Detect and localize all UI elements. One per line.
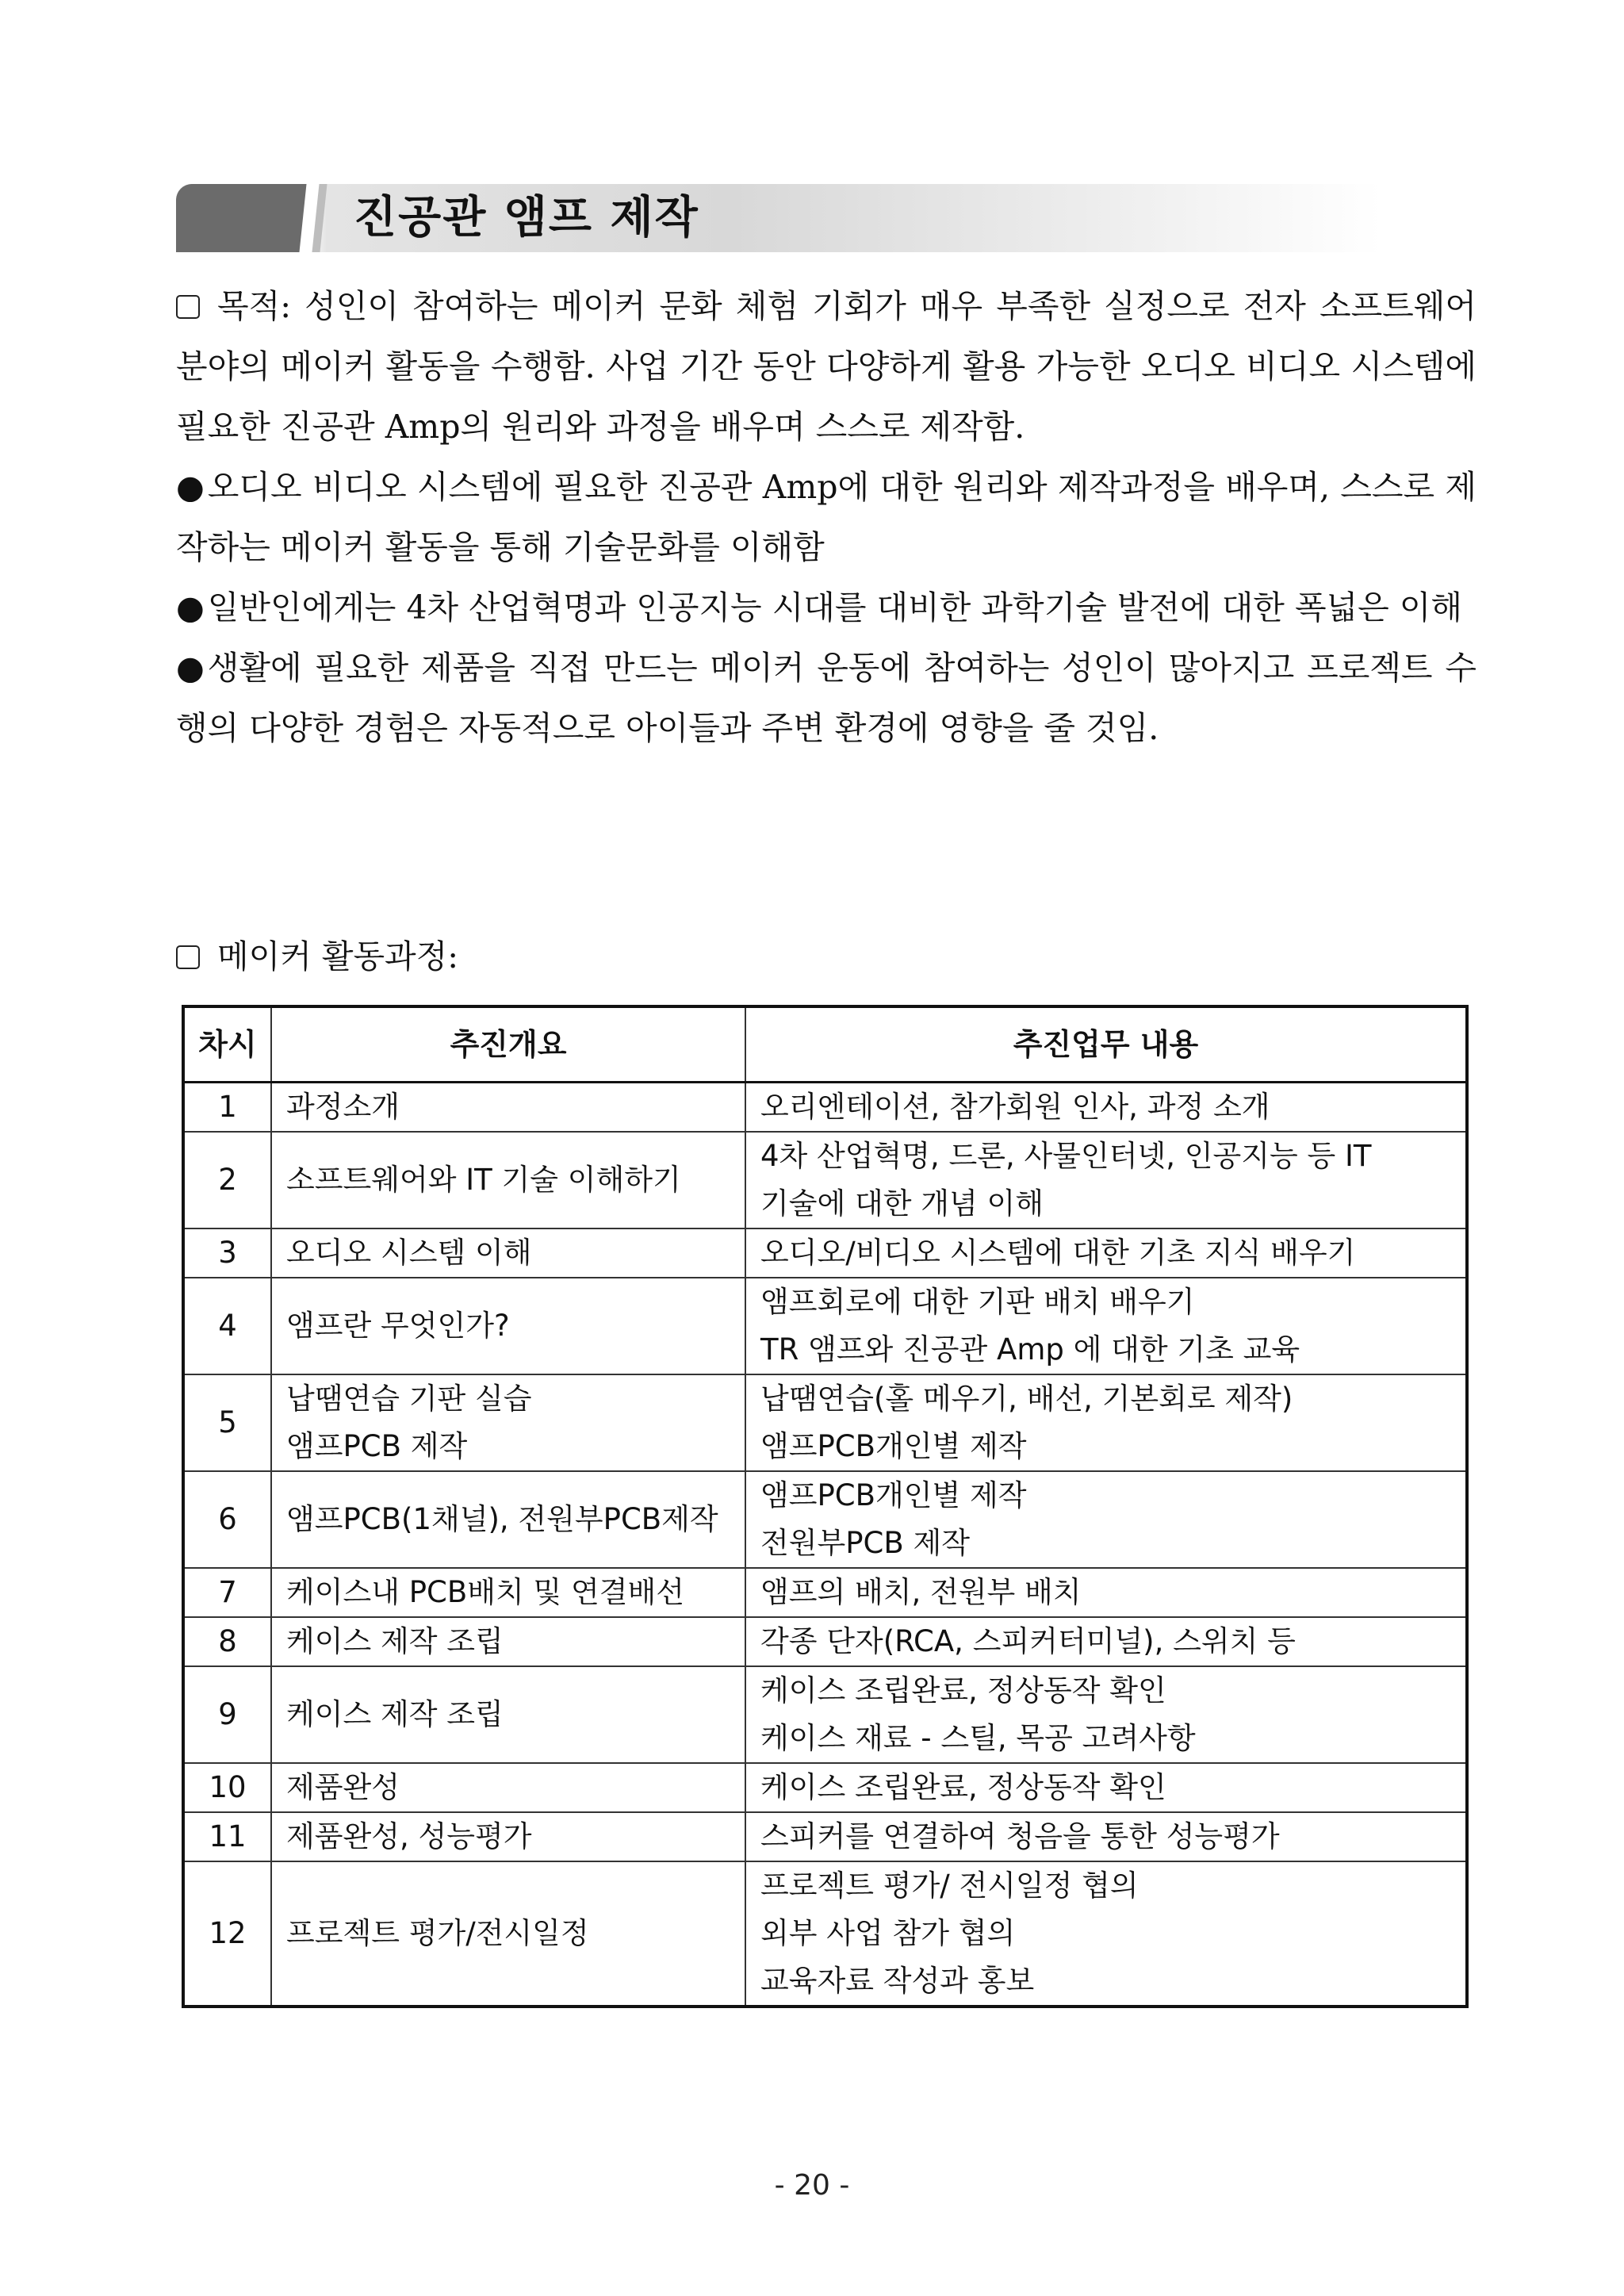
paragraph bbox=[176, 577, 1477, 638]
overview-line: 앰프PCB(1채널), 전원부PCB제작 bbox=[286, 1502, 718, 1536]
process-heading bbox=[176, 926, 458, 987]
process-heading-text: 메이커 활동과정: bbox=[217, 937, 459, 976]
overview-line: 과정소개 bbox=[286, 1090, 400, 1124]
session-number: 9 bbox=[183, 1666, 271, 1763]
paragraph-text: 일반인에게는 4차 산업혁명과 인공지능 시대를 대비한 과학기술 발전에 대한 폭넓은 이해 bbox=[207, 588, 1463, 627]
overview-line: 오디오 시스템 이해 bbox=[286, 1236, 532, 1270]
overview-line: 소프트웨어와 IT 기술 이해하기 bbox=[286, 1163, 681, 1197]
table-row bbox=[183, 1861, 1467, 2007]
table-row bbox=[183, 1374, 1467, 1471]
bullet-icon: ● bbox=[176, 588, 205, 627]
table-row bbox=[183, 1132, 1467, 1228]
tasks-cell bbox=[745, 1568, 1467, 1617]
task-line: 4차 산업혁명, 드론, 사물인터넷, 인공지능 등 IT bbox=[760, 1139, 1372, 1173]
tasks-cell bbox=[745, 1374, 1467, 1471]
overview-cell bbox=[271, 1132, 745, 1228]
overview-cell bbox=[271, 1471, 745, 1568]
checkbox-icon bbox=[176, 945, 200, 969]
session-number: 3 bbox=[183, 1228, 271, 1278]
overview-cell bbox=[271, 1763, 745, 1812]
task-line: 스피커를 연결하여 청음을 통한 성능평가 bbox=[760, 1819, 1280, 1853]
overview-line: 케이스 제작 조립 bbox=[286, 1697, 504, 1731]
table-row bbox=[183, 1083, 1467, 1133]
table-row bbox=[183, 1471, 1467, 1568]
tasks-cell bbox=[745, 1083, 1467, 1133]
task-line: 오디오/비디오 시스템에 대한 기초 지식 배우기 bbox=[760, 1236, 1356, 1270]
table-header-row bbox=[183, 1006, 1467, 1083]
task-line: 케이스 재료 - 스틸, 목공 고려사항 bbox=[760, 1721, 1196, 1755]
session-number: 11 bbox=[183, 1812, 271, 1861]
paragraph bbox=[176, 276, 1477, 457]
task-line: 교육자료 작성과 홍보 bbox=[760, 1964, 1035, 1998]
tasks-cell bbox=[745, 1763, 1467, 1812]
overview-line: 케이스내 PCB배치 및 연결배선 bbox=[286, 1575, 684, 1609]
task-line: 케이스 조립완료, 정상동작 확인 bbox=[760, 1770, 1166, 1804]
table-row bbox=[183, 1666, 1467, 1763]
session-number: 1 bbox=[183, 1083, 271, 1133]
overview-cell bbox=[271, 1374, 745, 1471]
page-number: - 20 - bbox=[774, 2169, 850, 2202]
task-line: 앰프PCB개인별 제작 bbox=[760, 1478, 1027, 1512]
tasks-cell bbox=[745, 1617, 1467, 1666]
bullet-icon: ● bbox=[176, 468, 205, 506]
paragraph bbox=[176, 457, 1477, 577]
overview-line: 제품완성, 성능평가 bbox=[286, 1819, 532, 1853]
task-line: TR 앰프와 진공관 Amp 에 대한 기초 교육 bbox=[760, 1332, 1300, 1366]
overview-cell bbox=[271, 1568, 745, 1617]
paragraph bbox=[176, 638, 1477, 758]
table-row bbox=[183, 1763, 1467, 1812]
session-number: 8 bbox=[183, 1617, 271, 1666]
task-line: 전원부PCB 제작 bbox=[760, 1526, 971, 1560]
overview-cell bbox=[271, 1861, 745, 2007]
tasks-cell bbox=[745, 1228, 1467, 1278]
overview-cell bbox=[271, 1617, 745, 1666]
overview-line: 제품완성 bbox=[286, 1770, 400, 1804]
overview-cell bbox=[271, 1083, 745, 1133]
paragraph-text: 오디오 비디오 시스템에 필요한 진공관 Amp에 대한 원리와 제작과정을 배우며, 스스로 제작하는 메이커 활동을 통해 기술문화를 이해함 bbox=[176, 468, 1477, 566]
task-line: 납땜연습(홀 메우기, 배선, 기본회로 제작) bbox=[760, 1382, 1293, 1416]
session-number: 5 bbox=[183, 1374, 271, 1471]
section-title: 진공관 앰프 제작 bbox=[354, 192, 699, 243]
process-table bbox=[182, 1005, 1469, 2008]
task-line: 각종 단자(RCA, 스피커터미널), 스위치 등 bbox=[760, 1624, 1296, 1658]
paragraph-text: 목적: 성인이 참여하는 메이커 문화 체험 기회가 매우 부족한 실정으로 전자 소프트웨어 분야의 메이커 활동을 수행함. 사업 기간 동안 다양하게 활용 가능한 오디오 비디오 시스템에 필요한 진공관 Amp의 원리와 과정을 배우며 스스로 제작함. bbox=[176, 287, 1477, 446]
task-line: 앰프의 배치, 전원부 배치 bbox=[760, 1575, 1082, 1609]
task-line: 오리엔테이션, 참가회원 인사, 과정 소개 bbox=[760, 1090, 1270, 1124]
tasks-cell bbox=[745, 1666, 1467, 1763]
overview-line: 납땜연습 기판 실습 bbox=[286, 1382, 532, 1416]
table-row bbox=[183, 1228, 1467, 1278]
paragraph-text: 생활에 필요한 제품을 직접 만드는 메이커 운동에 참여하는 성인이 많아지고 프로젝트 수행의 다양한 경험은 자동적으로 아이들과 주변 환경에 영향을 줄 것임. bbox=[176, 649, 1477, 747]
overview-line: 앰프PCB 제작 bbox=[286, 1429, 468, 1463]
table-row bbox=[183, 1812, 1467, 1861]
overview-line: 케이스 제작 조립 bbox=[286, 1624, 504, 1658]
overview-line: 프로젝트 평가/전시일정 bbox=[286, 1916, 589, 1950]
overview-line: 앰프란 무엇인가? bbox=[286, 1309, 510, 1343]
overview-cell bbox=[271, 1812, 745, 1861]
session-number: 6 bbox=[183, 1471, 271, 1568]
task-line: 외부 사업 참가 협의 bbox=[760, 1916, 1016, 1950]
table-row bbox=[183, 1617, 1467, 1666]
body-text bbox=[176, 276, 1477, 758]
task-line: 기술에 대한 개념 이해 bbox=[760, 1186, 1044, 1221]
header-tasks: 추진업무 내용 bbox=[745, 1006, 1467, 1083]
tasks-cell bbox=[745, 1278, 1467, 1374]
tasks-cell bbox=[745, 1861, 1467, 2007]
task-line: 앰프회로에 대한 기판 배치 배우기 bbox=[760, 1285, 1195, 1319]
session-number: 10 bbox=[183, 1763, 271, 1812]
session-number: 4 bbox=[183, 1278, 271, 1374]
table-body bbox=[183, 1083, 1467, 2007]
tasks-cell bbox=[745, 1812, 1467, 1861]
tasks-cell bbox=[745, 1471, 1467, 1568]
title-tab bbox=[176, 184, 309, 252]
table-row bbox=[183, 1568, 1467, 1617]
header-session: 차시 bbox=[183, 1006, 271, 1083]
header-overview: 추진개요 bbox=[271, 1006, 745, 1083]
task-line: 앰프PCB개인별 제작 bbox=[760, 1429, 1027, 1463]
task-line: 프로젝트 평가/ 전시일정 협의 bbox=[760, 1869, 1139, 1903]
task-line: 케이스 조립완료, 정상동작 확인 bbox=[760, 1673, 1166, 1708]
table-row bbox=[183, 1278, 1467, 1374]
overview-cell bbox=[271, 1666, 745, 1763]
session-number: 2 bbox=[183, 1132, 271, 1228]
checkbox-icon bbox=[176, 295, 200, 319]
bullet-icon: ● bbox=[176, 649, 205, 687]
overview-cell bbox=[271, 1278, 745, 1374]
session-number: 7 bbox=[183, 1568, 271, 1617]
overview-cell bbox=[271, 1228, 745, 1278]
session-number: 12 bbox=[183, 1861, 271, 2007]
process-table-wrap bbox=[182, 1005, 1469, 2008]
tasks-cell bbox=[745, 1132, 1467, 1228]
